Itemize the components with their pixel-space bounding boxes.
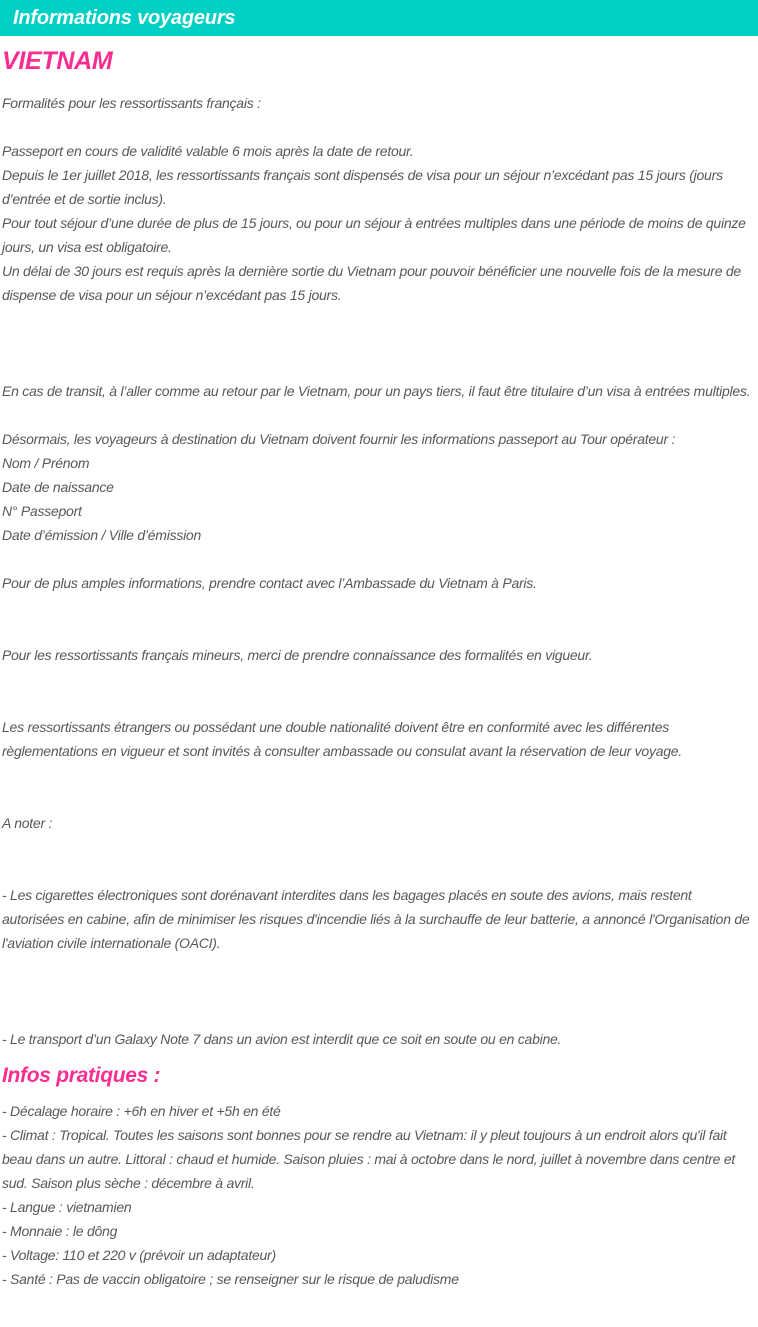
paragraph-passeport: Passeport en cours de validité valable 6 mois après la date de retour. (2, 143, 414, 159)
spacer-line (2, 355, 755, 379)
paragraph-a-noter: A noter : (2, 815, 53, 831)
spacer-line (2, 307, 755, 331)
spacer-line (2, 835, 755, 859)
spacer-line (2, 595, 755, 619)
list-item-date-naissance: Date de naissance (2, 479, 114, 495)
list-item-date-emission: Date d’émission / Ville d’émission (2, 527, 201, 543)
list-item-climat: - Climat : Tropical. Toutes les saisons sont bonnes pour se rendre au Vietnam: il y pleut toujours à un endroit alors qu'il fait beau dans un autre. Littoral : chaud et humide. Saison pluies : mai à octobre dans le nord, juillet à novembre dans centre et sud. Saison plus sèche : décembre à avril. (2, 1127, 735, 1191)
practical-heading: Infos pratiques : (2, 1064, 161, 1087)
list-item-nom-prenom: Nom / Prénom (2, 455, 90, 471)
list-item-numero-passeport: N° Passeport (2, 503, 82, 519)
spacer-line (2, 115, 755, 139)
spacer-line (2, 763, 755, 787)
paragraph-visa-obligatoire: Pour tout séjour d’une durée de plus de 15 jours, ou pour un séjour à entrées multiples dans une période de moins de quinze jours, un visa est obligatoire. (2, 215, 746, 255)
spacer-line (2, 1003, 755, 1027)
spacer-line (2, 547, 755, 571)
list-item-decalage-horaire: - Décalage horaire : +6h en hiver et +5h en été (2, 1103, 281, 1119)
page-header (0, 0, 758, 36)
paragraph-galaxy-note-7: - Le transport d’un Galaxy Note 7 dans un avion est interdit que ce soit en soute ou en cabine. (2, 1031, 562, 1047)
spacer-line (2, 787, 755, 811)
paragraph-cigarettes-electroniques: - Les cigarettes électroniques sont dorénavant interdites dans les bagages placés en soute des avions, mais restent autorisées en cabine, afin de minimiser les risques d'incendie liés à la surchauffe de leur batterie, a annoncé l'Organisation de l'aviation civile internationale (OACI). (2, 887, 750, 951)
main-content (0, 46, 758, 1291)
practical-section (2, 1099, 755, 1291)
paragraph-ambassade: Pour de plus amples informations, prendre contact avec l’Ambassade du Vietnam à Paris. (2, 575, 537, 591)
paragraph-infos-passeport: Désormais, les voyageurs à destination du Vietnam doivent fournir les informations passeport au Tour opérateur : (2, 431, 676, 447)
paragraph-formalites-intro: Formalités pour les ressortissants français : (2, 95, 261, 111)
spacer-line (2, 691, 755, 715)
list-item-sante: - Santé : Pas de vaccin obligatoire ; se renseigner sur le risque de paludisme (2, 1271, 459, 1287)
paragraph-transit: En cas de transit, à l’aller comme au retour par le Vietnam, pour un pays tiers, il faut être titulaire d’un visa à entrées multiples. (2, 383, 751, 399)
formalities-section (2, 76, 755, 1051)
spacer-line (2, 979, 755, 1003)
spacer-line (2, 955, 755, 979)
page-title: Informations voyageurs (13, 7, 236, 29)
paragraph-delai-30-jours: Un délai de 30 jours est requis après la dernière sortie du Vietnam pour pouvoir bénéficier une nouvelle fois de la mesure de dispense de visa pour un séjour n’excédant pas 15 jours. (2, 263, 741, 303)
paragraph-etrangers: Les ressortissants étrangers ou possédant une double nationalité doivent être en conformité avec les différentes règlementations en vigueur et sont invités à consulter ambassade ou consulat avant la réservation de leur voyage. (2, 719, 682, 759)
spacer-line (2, 859, 755, 883)
spacer-line (2, 331, 755, 355)
country-heading: VIETNAM (2, 47, 113, 75)
list-item-langue: - Langue : vietnamien (2, 1199, 132, 1215)
spacer-line (2, 667, 755, 691)
spacer-line (2, 403, 755, 427)
list-item-monnaie: - Monnaie : le dông (2, 1223, 118, 1239)
paragraph-dispense-visa: Depuis le 1er juillet 2018, les ressortissants français sont dispensés de visa pour un séjour n’excédant pas 15 jours (jours d’entrée et de sortie inclus). (2, 167, 723, 207)
list-item-voltage: - Voltage: 110 et 220 v (prévoir un adaptateur) (2, 1247, 276, 1263)
paragraph-mineurs: Pour les ressortissants français mineurs, merci de prendre connaissance des formalités en vigueur. (2, 647, 593, 663)
spacer-line (2, 619, 755, 643)
